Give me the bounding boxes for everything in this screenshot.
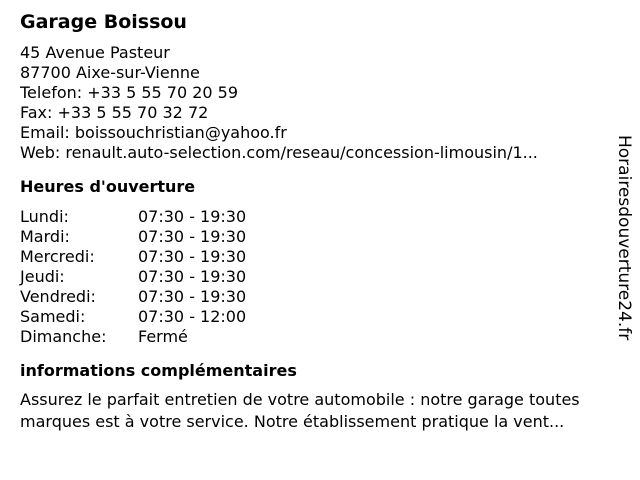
day-label: Mercredi: bbox=[20, 247, 95, 266]
day-label: Mardi: bbox=[20, 227, 70, 246]
hours-row-friday bbox=[20, 287, 620, 307]
address-line-1: 45 Avenue Pasteur bbox=[20, 43, 170, 62]
phone-line: Telefon: +33 5 55 70 20 59 bbox=[20, 83, 239, 102]
day-hours: 07:30 - 19:30 bbox=[138, 227, 247, 246]
day-hours: Fermé bbox=[138, 327, 188, 346]
address-line-2: 87700 Aixe-sur-Vienne bbox=[20, 63, 200, 82]
day-hours: 07:30 - 19:30 bbox=[138, 267, 247, 286]
business-card bbox=[20, 10, 620, 433]
business-name: Garage Boissou bbox=[20, 11, 187, 33]
day-hours: 07:30 - 19:30 bbox=[138, 247, 247, 266]
hours-row-saturday bbox=[20, 307, 620, 327]
day-label: Dimanche: bbox=[20, 327, 107, 346]
hours-row-sunday bbox=[20, 327, 620, 347]
day-label: Jeudi: bbox=[20, 267, 65, 286]
email-line: Email: boissouchristian@yahoo.fr bbox=[20, 123, 287, 142]
hours-heading: Heures d'ouverture bbox=[20, 177, 196, 196]
hours-row-wednesday bbox=[20, 247, 620, 267]
day-hours: 07:30 - 12:00 bbox=[138, 307, 247, 326]
hours-row-monday bbox=[20, 207, 620, 227]
fax-line: Fax: +33 5 55 70 32 72 bbox=[20, 103, 209, 122]
hours-row-tuesday bbox=[20, 227, 620, 247]
hours-table bbox=[20, 207, 620, 347]
web-line: Web: renault.auto-selection.com/reseau/concession-limousin/1... bbox=[20, 143, 538, 162]
extra-info-text: Assurez le parfait entretien de votre automobile : notre garage toutes marques est à votre service. Notre établissement pratique la vent... bbox=[20, 390, 580, 431]
day-hours: 07:30 - 19:30 bbox=[138, 207, 247, 226]
day-label: Samedi: bbox=[20, 307, 86, 326]
day-hours: 07:30 - 19:30 bbox=[138, 287, 247, 306]
day-label: Lundi: bbox=[20, 207, 69, 226]
extra-info-heading: informations complémentaires bbox=[20, 361, 297, 380]
hours-row-thursday bbox=[20, 267, 620, 287]
site-watermark: Horairesdouverture24.fr bbox=[614, 135, 634, 341]
day-label: Vendredi: bbox=[20, 287, 96, 306]
